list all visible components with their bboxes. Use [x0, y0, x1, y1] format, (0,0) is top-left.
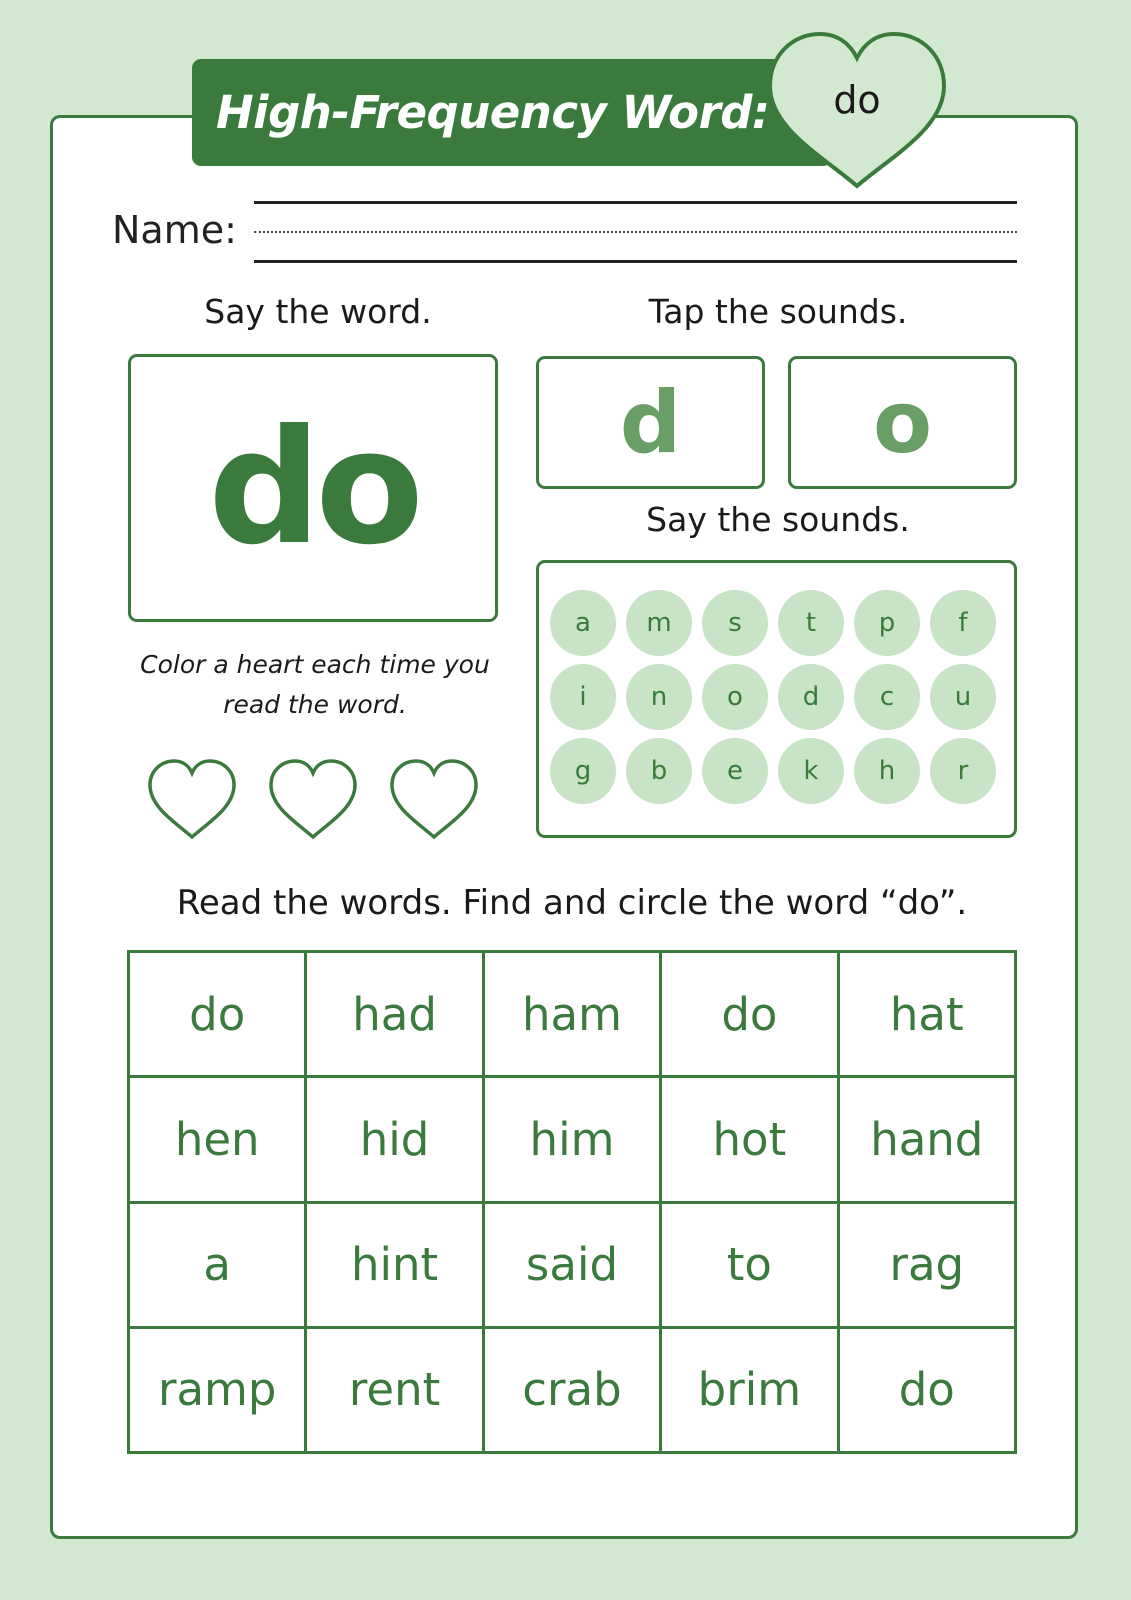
name-label: Name:: [112, 208, 237, 252]
letter-circle[interactable]: s: [702, 590, 768, 656]
letter-circle[interactable]: r: [930, 738, 996, 804]
word-cell[interactable]: brim: [661, 1327, 838, 1452]
heart-outline-icon[interactable]: [266, 757, 360, 843]
name-line-dotted: [254, 231, 1017, 233]
word-cell[interactable]: hat: [838, 952, 1015, 1077]
word-cell[interactable]: rag: [838, 1202, 1015, 1327]
table-row: [129, 1077, 1016, 1202]
word-cell[interactable]: to: [661, 1202, 838, 1327]
color-instruction-line2: read the word.: [223, 690, 407, 719]
letter-circle[interactable]: d: [778, 664, 844, 730]
letter-circle[interactable]: g: [550, 738, 616, 804]
word-cell[interactable]: do: [129, 952, 306, 1077]
table-row: [129, 1327, 1016, 1452]
letter-circle[interactable]: f: [930, 590, 996, 656]
heart-outline-icon[interactable]: [145, 757, 239, 843]
word-cell[interactable]: rent: [306, 1327, 483, 1452]
letter-circle[interactable]: i: [550, 664, 616, 730]
letter-circle[interactable]: b: [626, 738, 692, 804]
letter-circle[interactable]: m: [626, 590, 692, 656]
word-cell[interactable]: a: [129, 1202, 306, 1327]
header-word: do: [833, 78, 881, 122]
title-banner: [192, 59, 832, 166]
word-cell[interactable]: ham: [483, 952, 660, 1077]
title-text: High-Frequency Word:: [216, 86, 770, 139]
word-cell[interactable]: crab: [483, 1327, 660, 1452]
letter-circle[interactable]: n: [626, 664, 692, 730]
sound-letter: d: [619, 372, 682, 473]
word-cell[interactable]: said: [483, 1202, 660, 1327]
heart-outline-icon[interactable]: [387, 757, 481, 843]
sound-box-1[interactable]: [536, 356, 765, 489]
table-row: [129, 1202, 1016, 1327]
sound-box-2[interactable]: [788, 356, 1017, 489]
word-cell[interactable]: hot: [661, 1077, 838, 1202]
letter-circle[interactable]: e: [702, 738, 768, 804]
word-cell[interactable]: hen: [129, 1077, 306, 1202]
word-cell[interactable]: hint: [306, 1202, 483, 1327]
word-cell[interactable]: do: [661, 952, 838, 1077]
tap-sounds-heading: Tap the sounds.: [648, 292, 908, 331]
letter-circle[interactable]: c: [854, 664, 920, 730]
letter-circle[interactable]: k: [778, 738, 844, 804]
sound-letter: o: [872, 372, 933, 473]
color-instruction-line1: Color a heart each time you: [140, 650, 490, 679]
letter-circle[interactable]: h: [854, 738, 920, 804]
name-line-top[interactable]: [254, 201, 1017, 204]
letter-circle[interactable]: t: [778, 590, 844, 656]
letter-circle[interactable]: o: [702, 664, 768, 730]
word-cell[interactable]: him: [483, 1077, 660, 1202]
letter-circle[interactable]: a: [550, 590, 616, 656]
say-word-heading: Say the word.: [204, 292, 432, 331]
letter-grid: [550, 590, 1004, 804]
word-cell[interactable]: hid: [306, 1077, 483, 1202]
say-sounds-heading: Say the sounds.: [646, 500, 910, 539]
word-table: [127, 950, 1017, 1454]
find-word-instruction: Read the words. Find and circle the word “do”.: [176, 883, 968, 923]
name-line-bottom: [254, 260, 1017, 263]
color-instruction: [120, 645, 510, 725]
word-cell[interactable]: do: [838, 1327, 1015, 1452]
word-box: [128, 354, 498, 622]
word-cell[interactable]: hand: [838, 1077, 1015, 1202]
letter-circle[interactable]: u: [930, 664, 996, 730]
letter-circle[interactable]: p: [854, 590, 920, 656]
word-cell[interactable]: had: [306, 952, 483, 1077]
big-word: do: [208, 396, 418, 580]
table-row: [129, 952, 1016, 1077]
word-cell[interactable]: ramp: [129, 1327, 306, 1452]
